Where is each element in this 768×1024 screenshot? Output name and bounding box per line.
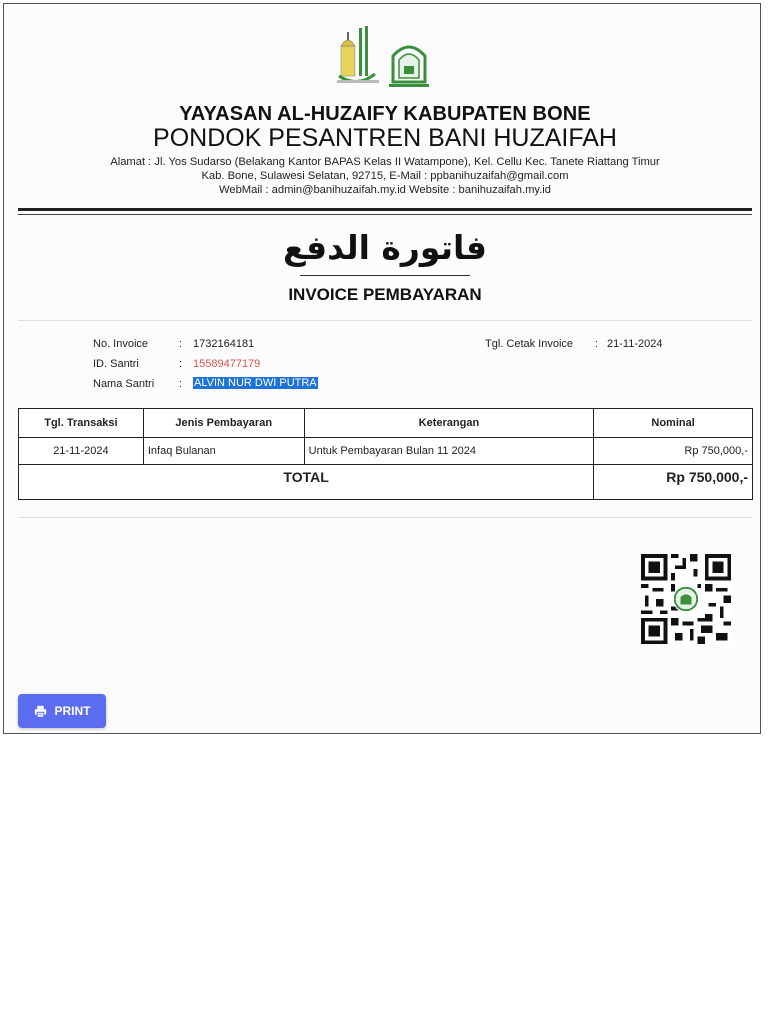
col-amount: Nominal [594, 409, 753, 438]
colon: : [595, 338, 599, 350]
header-divider-thick [18, 208, 752, 211]
address-line-3: WebMail : admin@banihuzaifah.my.id Website : banihuzaifah.my.id [218, 184, 552, 196]
santri-name-label: Nama Santri [93, 378, 155, 390]
print-date-value: 21-11-2024 [607, 338, 663, 350]
arabic-title-underline [300, 275, 470, 276]
address-line-2: Kab. Bone, Sulawesi Selatan, 92715, E-Mail : ppbanihuzaifah@gmail.com [201, 170, 569, 182]
colon: : [179, 378, 183, 390]
invoice-no-value: 1732164181 [193, 338, 255, 350]
foundation-logo [337, 24, 379, 88]
colon: : [179, 358, 183, 370]
print-date-info [485, 338, 695, 354]
cell-transaction-date: 21-11-2024 [19, 438, 144, 465]
print-button-label: PRINT [54, 704, 91, 718]
cell-description: Untuk Pembayaran Bulan 11 2024 [304, 438, 594, 465]
total-label: TOTAL [19, 465, 594, 500]
col-transaction-date: Tgl. Transaksi [19, 409, 144, 438]
foundation-name: YAYASAN AL-HUZAIFY KABUPATEN BONE [179, 103, 591, 125]
total-row [19, 465, 753, 500]
table-header-row [19, 409, 753, 438]
cell-payment-type: Infaq Bulanan [143, 438, 304, 465]
qr-code-icon [638, 554, 734, 644]
school-logo [387, 38, 431, 90]
invoice-info [93, 338, 393, 398]
payment-table [18, 408, 753, 500]
logo-group [337, 24, 437, 90]
section-divider [18, 517, 752, 518]
address-line-1: Alamat : Jl. Yos Sudarso (Belakang Kantor BAPAS Kelas II Watampone), Kel. Cellu Kec. Tanete Riattang Timur [110, 156, 660, 168]
print-date-label: Tgl. Cetak Invoice [485, 338, 574, 350]
cell-amount: Rp 750,000,- [594, 438, 753, 465]
santri-name-value: ALVIN NUR DWI PUTRA [194, 377, 317, 389]
invoice-page [3, 3, 761, 734]
total-value: Rp 750,000,- [594, 465, 753, 500]
col-payment-type: Jenis Pembayaran [143, 409, 304, 438]
colon: : [179, 338, 183, 350]
table-row [19, 438, 753, 465]
header-divider-thin [18, 214, 752, 215]
invoice-no-label: No. Invoice [93, 338, 149, 350]
printer-icon [34, 705, 47, 718]
arabic-title: فاتورة الدفع [283, 228, 487, 267]
santri-id-value: 15589477179 [193, 358, 261, 370]
invoice-title: INVOICE PEMBAYARAN [288, 285, 482, 304]
print-button[interactable] [18, 694, 106, 728]
santri-id-label: ID. Santri [93, 358, 139, 370]
col-description: Keterangan [304, 409, 594, 438]
school-name: PONDOK PESANTREN BANI HUZAIFAH [153, 124, 617, 152]
section-divider [18, 320, 752, 321]
